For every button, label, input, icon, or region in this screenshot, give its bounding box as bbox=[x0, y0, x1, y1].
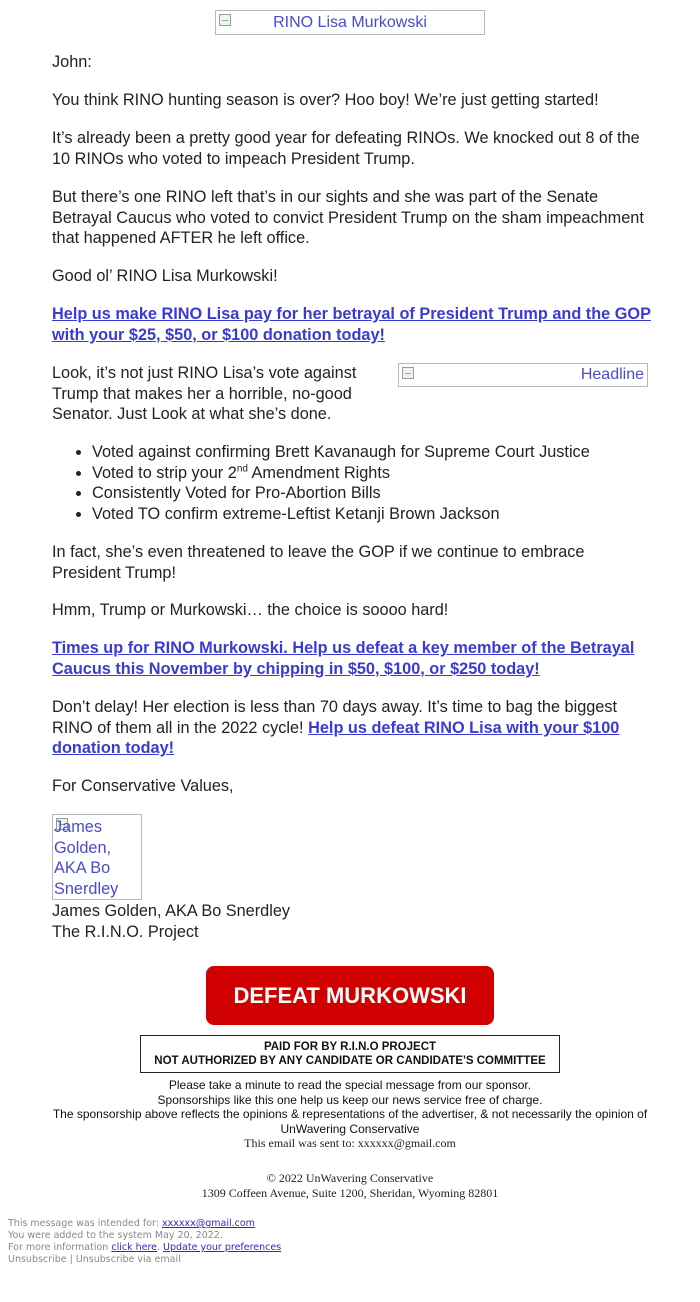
broken-image-icon bbox=[402, 367, 414, 379]
headline-image bbox=[398, 363, 648, 387]
update-preferences-link[interactable]: Update your preferences bbox=[163, 1242, 282, 1253]
paragraph-murkowski: Good ol’ RINO Lisa Murkowski! bbox=[52, 267, 278, 285]
greeting: John: bbox=[52, 53, 92, 71]
paragraph-record: It’s already been a pretty good year for defeating RINOs. We knocked out 8 of the 10 RINOs who voted to impeach President Trump. bbox=[52, 129, 640, 168]
donate-link-2[interactable]: Times up for RINO Murkowski. Help us defeat a key member of the Betrayal Caucus this November by chipping in $50, $100, or $250 today! bbox=[52, 639, 635, 678]
list-item: • Voted against confirming Brett Kavanaugh for Supreme Court Justice bbox=[92, 442, 652, 463]
donate-link-3[interactable]: Help us defeat RINO Lisa with your $100 donation today! bbox=[52, 718, 620, 758]
paragraph-delay: Don’t delay! Her election is less than 70 days away. It’s time to bag the biggest RINO of them all in the 2022 cycle! Help us defeat RINO Lisa with your $100 donation today! bbox=[52, 698, 620, 758]
sent-to: This email was sent to: xxxxxx@gmail.com bbox=[244, 1136, 456, 1150]
signature-image bbox=[52, 814, 142, 900]
sponsor-message: Please take a minute to read the special message from our sponsor. Sponsorships like this one help us keep our news service free of charge. The sponsorship above reflects the opinions & representations of the advertiser, & not necessarily the opinion of UnWavering Conservative This email was sent to: xxxxxx@gmail.com bbox=[20, 1078, 680, 1151]
company-address: © 2022 UnWavering Conservative 1309 Coffeen Avenue, Suite 1200, Sheridan, Wyoming 82801 bbox=[201, 1171, 499, 1200]
list-item: • Consistently Voted for Pro-Abortion Bills bbox=[92, 483, 652, 504]
defeat-murkowski-button[interactable]: DEFEAT MURKOWSKI bbox=[206, 966, 494, 1025]
signature-name: James Golden, AKA Bo Snerdley bbox=[52, 902, 291, 920]
unsubscribe-email-link[interactable]: Unsubscribe via email bbox=[75, 1254, 181, 1265]
click-here-link[interactable]: click here bbox=[111, 1242, 157, 1253]
paragraph-target: But there’s one RINO left that’s in our sights and she was part of the Senate Betrayal Caucus who voted to convict President Trump on the sham impeachment that happened AFTER he left office. bbox=[52, 188, 644, 248]
signature-org: The R.I.N.O. Project bbox=[52, 922, 199, 941]
header-image bbox=[215, 10, 485, 35]
paragraph-threat: In fact, she’s even threatened to leave the GOP if we continue to embrace President Trump! bbox=[52, 543, 585, 582]
footer: This message was intended for: xxxxxx@gmail.com You were added to the system May 20, 2022. For more information click here. Update your preferences Unsubscribe | Unsubscribe via email bbox=[8, 1218, 282, 1265]
headline-image-alt: Headline bbox=[580, 366, 644, 383]
paid-for-disclaimer: PAID FOR BY R.I.N.O PROJECT NOT AUTHORIZED BY ANY CANDIDATE OR CANDIDATE'S COMMITTEE bbox=[140, 1035, 560, 1073]
paragraph-look: Look, it’s not just RINO Lisa’s vote against Trump that makes her a horrible, no-good Senator. Just Look at what she’s done. bbox=[52, 364, 357, 424]
voting-record-list bbox=[52, 442, 652, 524]
unsubscribe-link[interactable]: Unsubscribe bbox=[8, 1254, 67, 1265]
paragraph-choice: Hmm, Trump or Murkowski… the choice is soooo hard! bbox=[52, 601, 449, 619]
closing: For Conservative Values, bbox=[52, 777, 234, 795]
header-image-alt: RINO Lisa Murkowski bbox=[273, 14, 427, 31]
list-item: • Voted to strip your 2nd Amendment Rights bbox=[92, 463, 652, 484]
donate-link-1[interactable]: Help us make RINO Lisa pay for her betrayal of President Trump and the GOP with your $25, $50, or $100 donation today! bbox=[52, 305, 651, 344]
recipient-email-link[interactable]: xxxxxx@gmail.com bbox=[162, 1218, 255, 1229]
signature-image-alt: James Golden, AKA Bo Snerdley bbox=[54, 818, 119, 898]
list-item: • Voted TO confirm extreme-Leftist Ketanji Brown Jackson bbox=[92, 504, 652, 525]
paragraph-intro: You think RINO hunting season is over? Hoo boy! We’re just getting started! bbox=[52, 91, 599, 109]
